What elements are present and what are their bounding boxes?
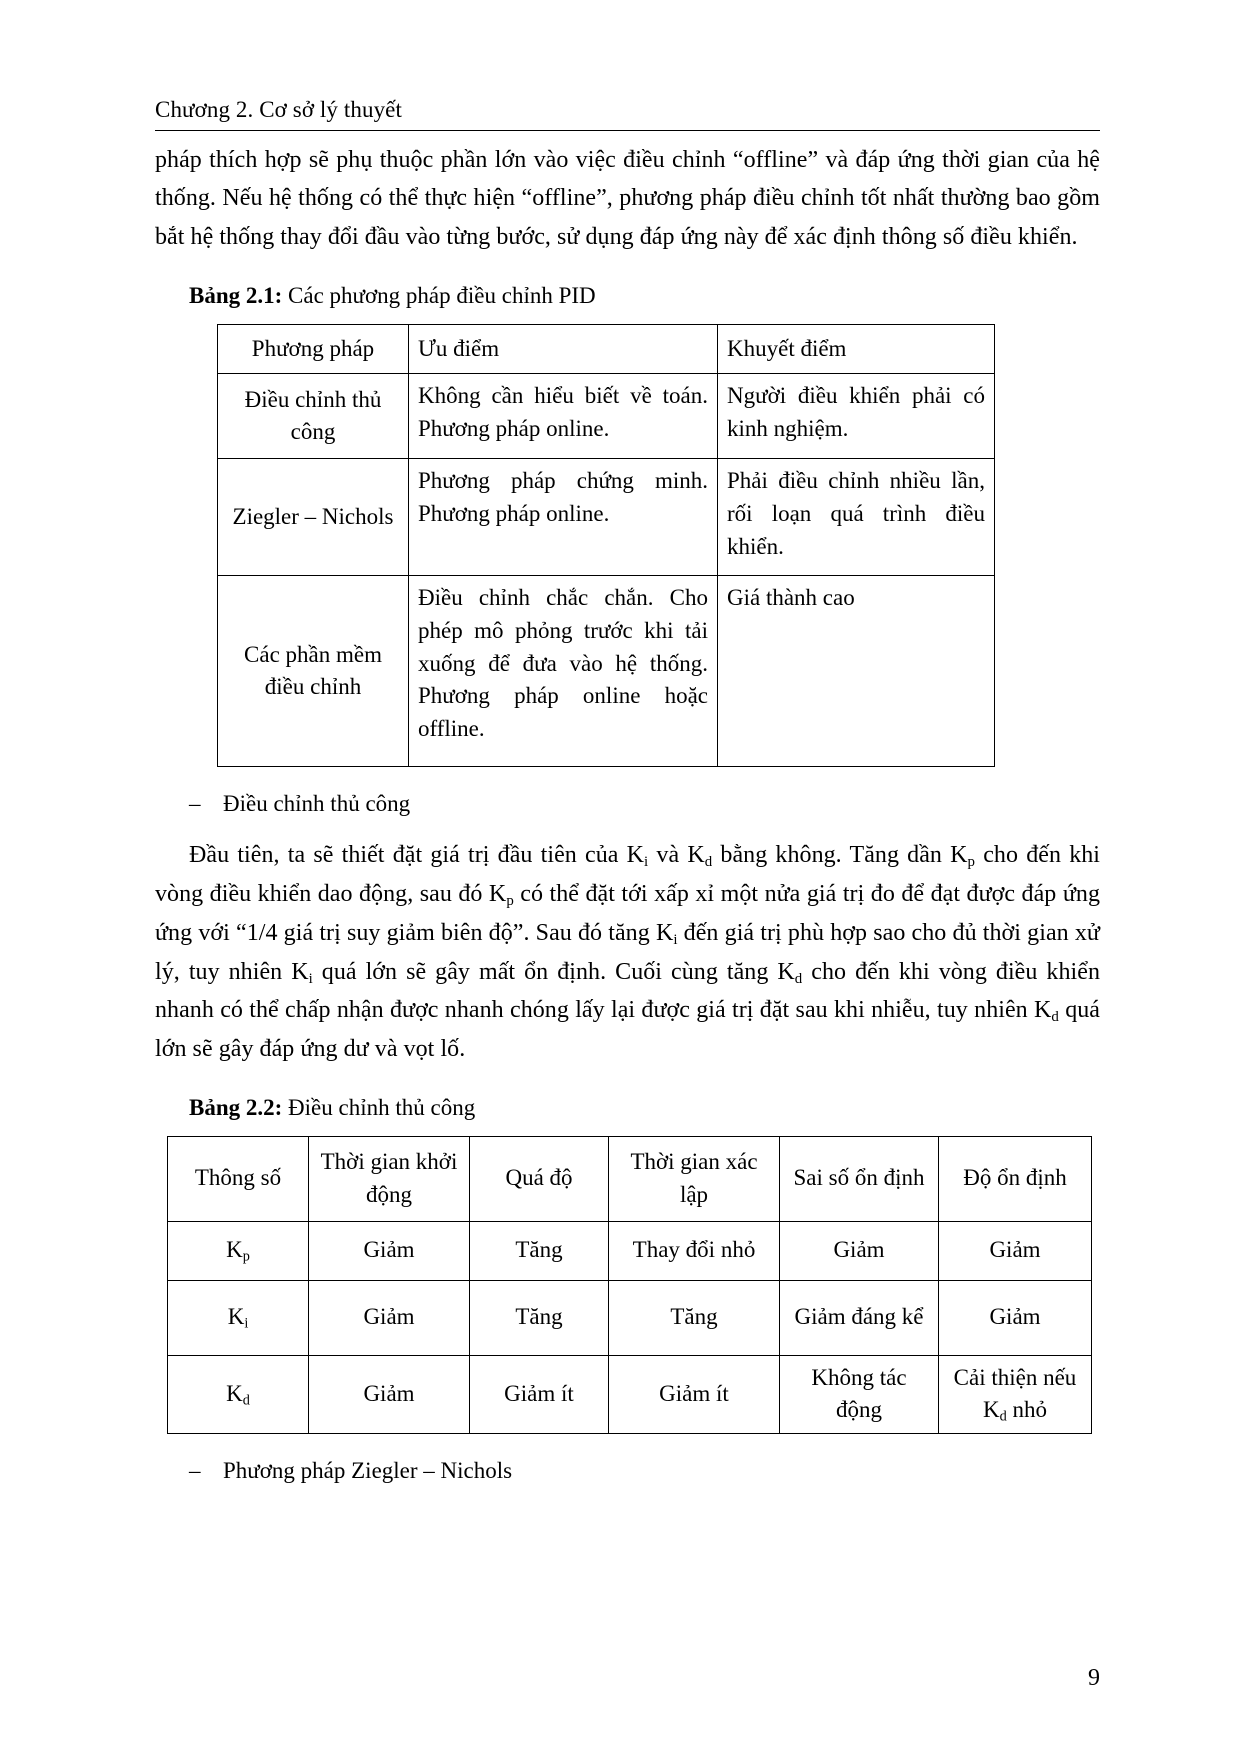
mp-seg8: cho đến khi vòng điều khiển nhanh có thể chấp nhận được nhanh chóng lấy lại được giá trị đặt sau khi nhiễu, tuy nhiên K — [155, 958, 1100, 1024]
table-pid-tuning-methods — [217, 324, 995, 768]
table-22-body — [168, 1221, 1092, 1433]
table-22-cell: Giảm — [309, 1355, 470, 1433]
running-header — [155, 96, 1100, 130]
table-22-cell: Giảm ít — [470, 1355, 609, 1433]
param-symbol: K — [227, 1304, 245, 1330]
param-subscript: p — [242, 1249, 250, 1265]
mp-seg6: đến giá trị phù hợp sao cho đủ thời gian xử lý, tuy nhiên K — [155, 919, 1100, 985]
manual-tuning-paragraph — [155, 836, 1100, 1069]
bullet-dash: – — [189, 791, 201, 817]
table-21-header-cons: Khuyết điểm — [718, 324, 995, 374]
bullet-manual-tuning-label: Điều chỉnh thủ công — [223, 791, 411, 817]
table-22-header-risetime: Thời gian khởi động — [309, 1136, 470, 1221]
mp-seg2: và K — [648, 841, 705, 868]
cell-subscript: d — [999, 1408, 1007, 1425]
table-22-cell: Không tác động — [780, 1355, 939, 1433]
table-22-cell: Giảm — [309, 1280, 470, 1355]
mp-sub7: d — [794, 970, 803, 987]
mp-sub8: d — [1051, 1009, 1059, 1026]
mp-sub6: i — [308, 970, 313, 987]
table-22-cell: Giảm — [939, 1280, 1092, 1355]
table-22-caption-label: Bảng 2.2: — [189, 1095, 283, 1121]
table-22-header-overshoot: Quá độ — [470, 1136, 609, 1221]
table-21-caption — [189, 279, 1100, 314]
table-21-cell-cons: Người điều khiển phải có kinh nghiệm. — [718, 374, 995, 459]
table-manual-tuning-effects — [167, 1136, 1092, 1434]
mp-seg7: quá lớn sẽ gây mất ổn định. Cuối cùng tăng K — [312, 958, 795, 985]
table-22-cell-param — [168, 1280, 309, 1355]
cell-tail: nhỏ — [1006, 1397, 1047, 1423]
header-rule — [155, 130, 1100, 131]
table-row — [168, 1355, 1092, 1433]
table-21-cell-method: Điều chỉnh thủ công — [218, 374, 409, 459]
bullet-manual-tuning — [189, 787, 1100, 822]
mp-sub1: i — [644, 853, 649, 870]
table-22-cell: Tăng — [470, 1280, 609, 1355]
table-22-cell: Tăng — [609, 1280, 780, 1355]
mp-seg4: cho đến khi vòng điều khiển dao động, sau đó K — [155, 841, 1101, 907]
table-row — [218, 374, 995, 459]
intro-paragraph: pháp thích hợp sẽ phụ thuộc phần lớn vào việc điều chỉnh “offline” và đáp ứng thời gian của hệ thống. Nếu hệ thống có thể thực hiện “offline”, phương pháp điều chỉnh tốt nhất thường bao gồm bắt hệ thống thay đổi đầu vào từng bước, sử dụng đáp ứng này để xác định thông số điều khiển. — [155, 146, 1100, 251]
table-22-caption-text: Điều chỉnh thủ công — [288, 1095, 476, 1121]
table-21-header-pros: Ưu điểm — [409, 324, 718, 374]
mp-sub4: p — [506, 892, 514, 909]
table-22-header-row — [168, 1136, 1092, 1221]
bullet-ziegler-nichols — [189, 1454, 1100, 1489]
cell-text: Cải thiện nếu K — [953, 1364, 1077, 1423]
table-21-caption-label: Bảng 2.1: — [189, 283, 283, 309]
table-22-cell: Giảm ít — [609, 1355, 780, 1433]
table-21-header-row — [218, 324, 995, 374]
mp-seg1: Đầu tiên, ta sẽ thiết đặt giá trị đầu tiên của K — [189, 841, 645, 868]
table-22-cell: Giảm — [780, 1221, 939, 1280]
table-22-cell-stability — [939, 1355, 1092, 1433]
mp-seg5: có thể đặt tới xấp xỉ một nửa giá trị đo để đạt được đáp ứng ứng với “1/4 giá trị suy giảm biên độ”. Sau đó tăng K — [155, 880, 1100, 946]
table-22-caption — [189, 1091, 1100, 1126]
table-21-cell-cons: Phải điều chỉnh nhiều lần, rối loạn quá trình điều khiển. — [718, 459, 995, 576]
table-21-cell-pros: Không cần hiểu biết về toán. Phương pháp online. — [409, 374, 718, 459]
table-21-body — [218, 374, 995, 767]
param-symbol: K — [226, 1380, 243, 1406]
table-22-header-param: Thông số — [168, 1136, 309, 1221]
mp-sub5: i — [673, 931, 678, 948]
table-row — [168, 1280, 1092, 1355]
table-row — [218, 459, 995, 576]
table-22-cell: Giảm đáng kể — [780, 1280, 939, 1355]
mp-seg9: quá lớn sẽ gây đáp ứng dư và vọt lố. — [155, 997, 1101, 1063]
param-symbol: K — [226, 1237, 243, 1263]
table-21-cell-method: Ziegler – Nichols — [218, 459, 409, 576]
page-number: 9 — [1088, 1665, 1100, 1691]
table-22-header-stability: Độ ổn định — [939, 1136, 1092, 1221]
table-22-head — [168, 1136, 1092, 1221]
mp-sub3: p — [967, 853, 976, 870]
param-subscript: i — [244, 1316, 249, 1332]
table-21-cell-method: Các phần mềm điều chỉnh — [218, 576, 409, 767]
table-21-header-method: Phương pháp — [218, 324, 409, 374]
running-header-text: Chương 2. Cơ sở lý thuyết — [155, 97, 402, 122]
table-21-cell-pros: Điều chỉnh chắc chắn. Cho phép mô phỏng trước khi tải xuống để đưa vào hệ thống. Phương pháp online hoặc offline. — [409, 576, 718, 767]
table-row — [218, 576, 995, 767]
table-row — [168, 1221, 1092, 1280]
table-22-cell: Giảm — [939, 1221, 1092, 1280]
table-22-cell-param — [168, 1221, 309, 1280]
table-21-caption-text: Các phương pháp điều chỉnh PID — [288, 283, 596, 309]
table-21-cell-pros: Phương pháp chứng minh. Phương pháp online. — [409, 459, 718, 576]
table-22-cell: Tăng — [470, 1221, 609, 1280]
param-subscript: d — [242, 1392, 250, 1409]
bullet-dash: – — [189, 1457, 201, 1483]
table-21-cell-cons: Giá thành cao — [718, 576, 995, 767]
table-22-header-settlingtime: Thời gian xác lập — [609, 1136, 780, 1221]
table-22-cell: Thay đổi nhỏ — [609, 1221, 780, 1280]
table-22-cell: Giảm — [309, 1221, 470, 1280]
table-22-header-steadystateerror: Sai số ổn định — [780, 1136, 939, 1221]
table-22-cell-param — [168, 1355, 309, 1433]
bullet-ziegler-nichols-label: Phương pháp Ziegler – Nichols — [223, 1457, 513, 1483]
mp-seg3: bằng không. Tăng dần K — [712, 841, 968, 868]
mp-sub2: d — [704, 853, 713, 870]
table-21-head — [218, 324, 995, 374]
